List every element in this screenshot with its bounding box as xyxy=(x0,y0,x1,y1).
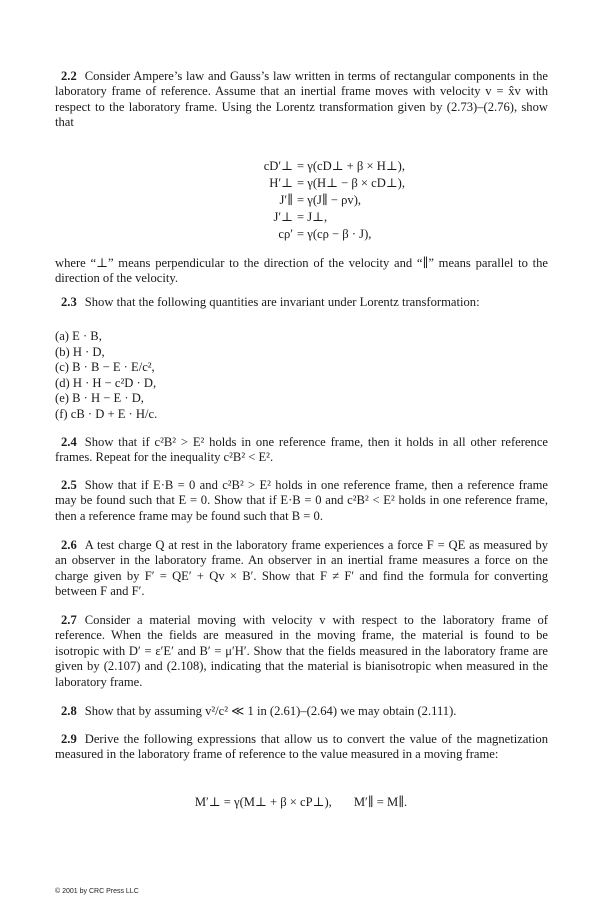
problem-number: 2.5 xyxy=(61,478,77,492)
problem-text: Consider a material moving with velocity v with respect to the laboratory frame of reference. When the fields are measured in the moving frame, the material is found to be isotropic with D′ = ε′E′ and B′ = μ′H′. Show that the fields measured in the laboratory frame are given by (2.107) and (2.108), indicating that the material is bianisotropic when measured in the laboratory frame. xyxy=(55,613,548,689)
equation-row xyxy=(0,158,602,175)
list-item: (b) H · D, xyxy=(55,344,105,359)
problem-text: Consider Ampere’s law and Gauss’s law written in terms of rectangular components in the laboratory frame of reference. Assume that an inertial frame moves with velocity v = x̂v with respect to the laboratory frame. Using the Lorentz transformation given by (2.73)–(2.76), show that xyxy=(55,69,548,130)
copyright-footer: © 2001 by CRC Press LLC xyxy=(55,888,139,895)
eq-rhs: = γ(cρ − β · J), xyxy=(297,227,372,241)
problem-number: 2.7 xyxy=(61,613,77,627)
problem-number: 2.9 xyxy=(61,732,77,746)
problem-number: 2.6 xyxy=(61,538,77,552)
problem-2-7 xyxy=(55,613,548,690)
problem-text: Show that the following quantities are invariant under Lorentz transformation: xyxy=(84,295,480,309)
problem-2-4 xyxy=(55,435,548,466)
eq-lhs: J′∥ xyxy=(279,193,293,207)
eq-rhs: = γ(cD⊥ + β × H⊥), xyxy=(297,159,406,173)
problem-2-5 xyxy=(55,478,548,524)
list-item: (f) cB · D + E · H/c. xyxy=(55,406,158,421)
problem-text: Derive the following expressions that allow us to convert the value of the magnetization measured in the laboratory frame of reference to the value measured in a moving frame: xyxy=(55,732,548,762)
eq-rhs: = J⊥, xyxy=(297,210,328,224)
eq-lhs: J′⊥ xyxy=(273,210,293,224)
problem-2-3 xyxy=(55,295,548,310)
list-item: (d) H · H − c²D · D, xyxy=(55,375,157,390)
eq-lhs: H′⊥ xyxy=(269,176,293,190)
problem-number: 2.3 xyxy=(61,295,77,309)
equation-row xyxy=(0,226,602,243)
eq-lhs: cD′⊥ xyxy=(263,159,293,173)
eq-rhs: = γ(J∥ − ρv), xyxy=(297,193,362,207)
equation-row xyxy=(0,175,602,192)
equation-row xyxy=(0,192,602,209)
problem-2-6 xyxy=(55,538,548,600)
problem-text: Show that if c²B² > E² holds in one reference frame, then it holds in all other reference frames. Repeat for the inequality c²B² < E². xyxy=(55,435,548,465)
list-item: (a) E · B, xyxy=(55,329,102,343)
problem-number: 2.2 xyxy=(61,69,77,83)
problem-2-2 xyxy=(55,69,548,131)
problem-2-9 xyxy=(55,732,548,763)
magnetization-equation: M′⊥ = γ(M⊥ + β × cP⊥), M′∥ = M∥. xyxy=(194,795,408,809)
problem-text: A test charge Q at rest in the laboratory frame experiences a force F = QE as measured by an observer in the laboratory frame. An observer in an inertial frame measures a force on the charge given by F′ = QE′ + Qv × B′. Show that F ≠ F′ and find the formula for converting between F and F′. xyxy=(55,538,548,599)
item-list xyxy=(55,329,548,422)
eq-rhs: = γ(H⊥ − β × cD⊥), xyxy=(297,176,406,190)
list-item: (e) B · H − E · D, xyxy=(55,391,144,405)
eq-lhs: cρ′ xyxy=(278,227,293,241)
equation-block xyxy=(0,158,602,243)
problem-2-8 xyxy=(55,704,548,719)
problem-number: 2.4 xyxy=(61,435,77,449)
list-item: (c) B · B − E · E/c², xyxy=(55,360,155,374)
problem-number: 2.8 xyxy=(61,704,77,718)
equation-row xyxy=(0,209,602,226)
problem-text: Show that if E·B = 0 and c²B² > E² holds in one reference frame, then a reference frame may be found such that E = 0. Show that if E·B = 0 and c²B² < E² holds in one reference frame, then a reference frame may be found such that B = 0. xyxy=(55,478,548,523)
paragraph: where “⊥” means perpendicular to the direction of the velocity and “∥” means parallel to the direction of the velocity. xyxy=(55,256,548,286)
problem-text: Show that by assuming v²/c² ≪ 1 in (2.61)–(2.64) we may obtain (2.111). xyxy=(84,704,457,718)
